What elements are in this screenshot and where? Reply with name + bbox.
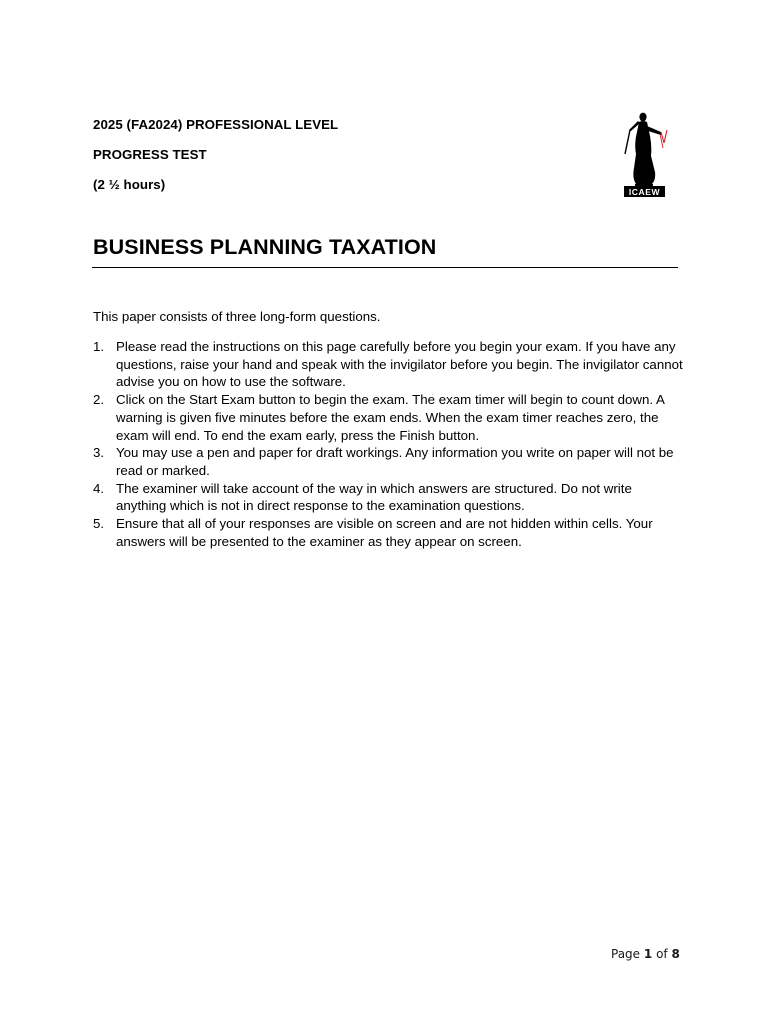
instruction-item xyxy=(93,391,683,444)
duration-heading: (2 ½ hours) xyxy=(93,177,166,192)
instruction-text: Please read the instructions on this page carefully before you begin your exam. If you have any questions, raise your hand and speak with the invigilator before you begin. The invigilator cannot advise you on how to use the software. xyxy=(116,339,683,390)
page-number xyxy=(611,947,680,961)
test-type-heading: PROGRESS TEST xyxy=(93,147,207,162)
instruction-text: The examiner will take account of the way in which answers are structured. Do not write anything which is not in direct response to the examination questions. xyxy=(116,480,632,514)
title-underline xyxy=(92,267,678,268)
instruction-item xyxy=(93,444,683,479)
paper-title: BUSINESS PLANNING TAXATION xyxy=(93,235,437,259)
page-label: Page xyxy=(611,947,641,961)
justice-figure-icon xyxy=(619,110,669,200)
instruction-text: Ensure that all of your responses are visible on screen and are not hidden within cells. Your answers will be presented to the examiner as they appear on screen. xyxy=(116,516,653,549)
logo-text: ICAEW xyxy=(628,187,661,197)
instruction-number: 2. xyxy=(93,392,105,408)
instruction-text: You may use a pen and paper for draft workings. Any information you write on paper will not be read or marked. xyxy=(116,445,674,478)
instruction-item xyxy=(93,480,683,515)
current-page: 1 xyxy=(643,947,653,961)
instruction-number: 4. xyxy=(93,480,105,496)
instruction-item xyxy=(93,338,683,391)
instruction-item xyxy=(93,515,683,550)
intro-text: This paper consists of three long-form questions. xyxy=(93,309,381,324)
icaew-logo xyxy=(619,110,669,200)
instruction-number: 5. xyxy=(93,516,105,532)
level-heading: 2025 (FA2024) PROFESSIONAL LEVEL xyxy=(93,117,339,132)
of-label: of xyxy=(656,947,668,961)
instruction-number: 1. xyxy=(93,339,105,354)
total-pages: 8 xyxy=(671,947,680,961)
instruction-number: 3. xyxy=(93,445,105,461)
instructions-list xyxy=(93,338,683,550)
instruction-text: Click on the Start Exam button to begin the exam. The exam timer will begin to count down. A warning is given five minutes before the exam ends. When the exam timer reaches zero, the exam will end. To end the exam early, press the Finish button. xyxy=(116,392,665,443)
